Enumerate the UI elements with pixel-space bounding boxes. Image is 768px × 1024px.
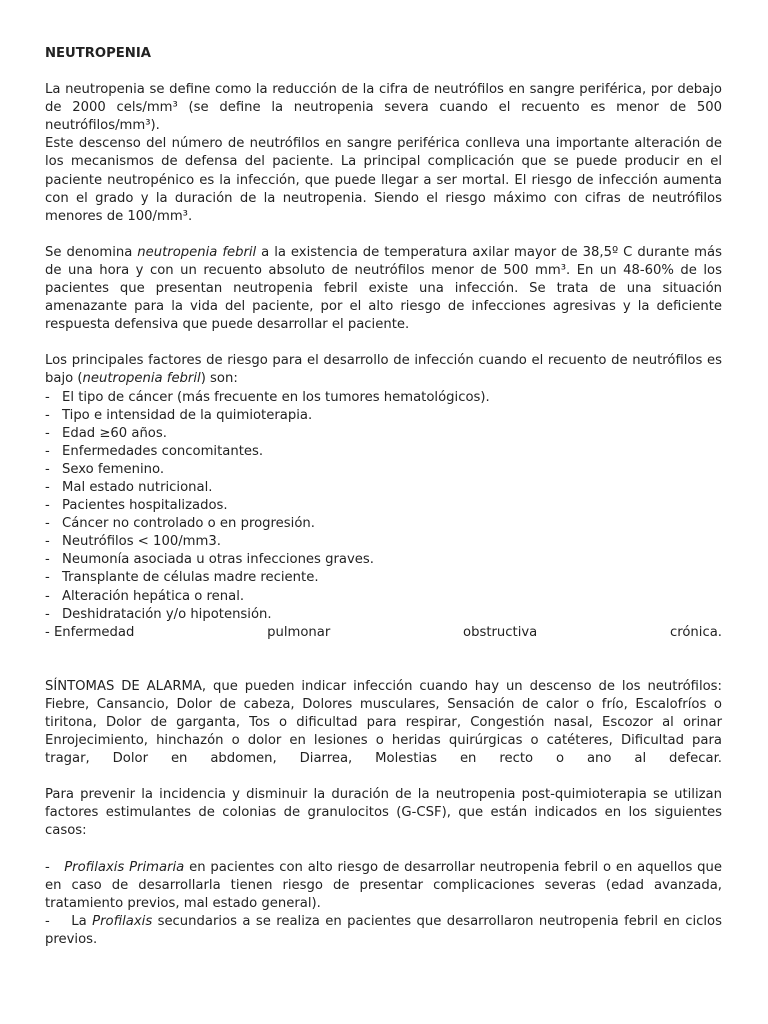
list-item: - Edad ≥60 años. [45,425,167,441]
text: pulmonar [267,624,331,640]
list-item-last [45,624,722,642]
text: obstructiva [463,624,538,640]
text: ) son: [200,371,238,387]
list-item: - El tipo de cáncer (más frecuente en los tumores hematológicos). [45,389,490,405]
bullet-secondary-prophylaxis [45,913,722,949]
bullet-primary-prophylaxis [45,859,722,913]
emphasis: Profilaxis [92,913,153,929]
risk-factor-list [45,389,722,624]
text: crónica. [669,624,722,640]
text: a la existencia de temperatura axilar mayor de 38,5º C durante más de una hora y con un recuento absoluto de neutrófilos menor de 500 mm³. En un 48-60% de los pacientes que presentan neutropenia febril existe una infección. Se trata de una situación amenazante para la vida del paciente, por el alto riesgo de infecciones agresivas y la deficiente respuesta defensiva que puede desarrollar el paciente. [45,244,722,333]
document-body [45,45,722,949]
emphasis: Profilaxis Primaria [64,859,185,875]
paragraph-definition: La neutropenia se define como la reducción de la cifra de neutrófilos en sangre periférica, por debajo de 2000 cels/mm³ (se define la neutropenia severa cuando el recuento es menor de 500 neutrófilos/mm³). [45,82,722,134]
paragraph-alarm-symptoms: SÍNTOMAS DE ALARMA, que pueden indicar infección cuando hay un descenso de los neutrófilos: Fiebre, Cansancio, Dolor de cabeza, Dolores musculares, Sensación de calor o frío, Escalofríos o tiritona, Dolor de garganta, Tos o dificultad para respirar, Congestión nasal, Escozor al orinar Enrojecimiento, hinchazón o dolor en lesiones o heridas quirúrgicas o catéteres, Dificultad para tragar, Dolor en abdomen, Diarrea, Molestias en recto o ano al defecar. [45,678,722,767]
text: Los principales factores de riesgo para el desarrollo de infección cuando el recuento de neutrófilos es bajo ( [45,353,722,387]
list-item: - Tipo e intensidad de la quimioterapia. [45,407,313,423]
paragraph-gcsf: Para prevenir la incidencia y disminuir la duración de la neutropenia post-quimioterapia se utilizan factores estimulantes de colonias de granulocitos (G-CSF), que están indicados en los siguientes casos: [45,787,722,839]
emphasis: neutropenia febril [137,244,257,260]
text: - La [45,913,93,929]
text: secundarios a se realiza en pacientes que desarrollaron neutropenia febril en ciclos previos. [45,913,722,947]
list-item: - Deshidratación y/o hipotensión. [45,606,272,622]
text: - Enfermedad [45,624,135,640]
paragraph-risk-intro [45,352,722,388]
list-item: - Enfermedades concomitantes. [45,443,264,459]
list-item: - Transplante de células madre reciente. [45,570,319,586]
list-item: - Alteración hepática o renal. [45,588,245,604]
emphasis: neutropenia febril [82,371,201,387]
text: - [45,859,65,875]
list-item: - Sexo femenino. [45,461,165,477]
paragraph-consequences: Este descenso del número de neutrófilos en sangre periférica conlleva una importante alteración de los mecanismos de defensa del paciente. La principal complicación que se puede producir en el paciente neutropénico es la infección, que puede llegar a ser mortal. El riesgo de infección aumenta con el grado y la duración de la neutropenia. Siendo el riesgo máximo con cifras de neutrófilos menores de 100/mm³. [45,136,722,224]
list-item: - Neutrófilos < 100/mm3. [45,534,221,550]
list-item: - Cáncer no controlado o en progresión. [45,516,315,532]
text: en pacientes con alto riesgo de desarrollar neutropenia febril o en aquellos que en caso de desarrollarla tienen riesgo de presentar complicaciones severas (edad avanzada, tratamiento previos, mal estado general). [45,859,722,911]
text: Se denomina [45,244,138,260]
list-item: - Pacientes hospitalizados. [45,498,228,514]
page-title: NEUTROPENIA [45,46,151,61]
list-item: - Neumonía asociada u otras infecciones graves. [45,552,374,568]
list-item: - Mal estado nutricional. [45,479,213,495]
paragraph-febrile-neutropenia [45,244,722,334]
